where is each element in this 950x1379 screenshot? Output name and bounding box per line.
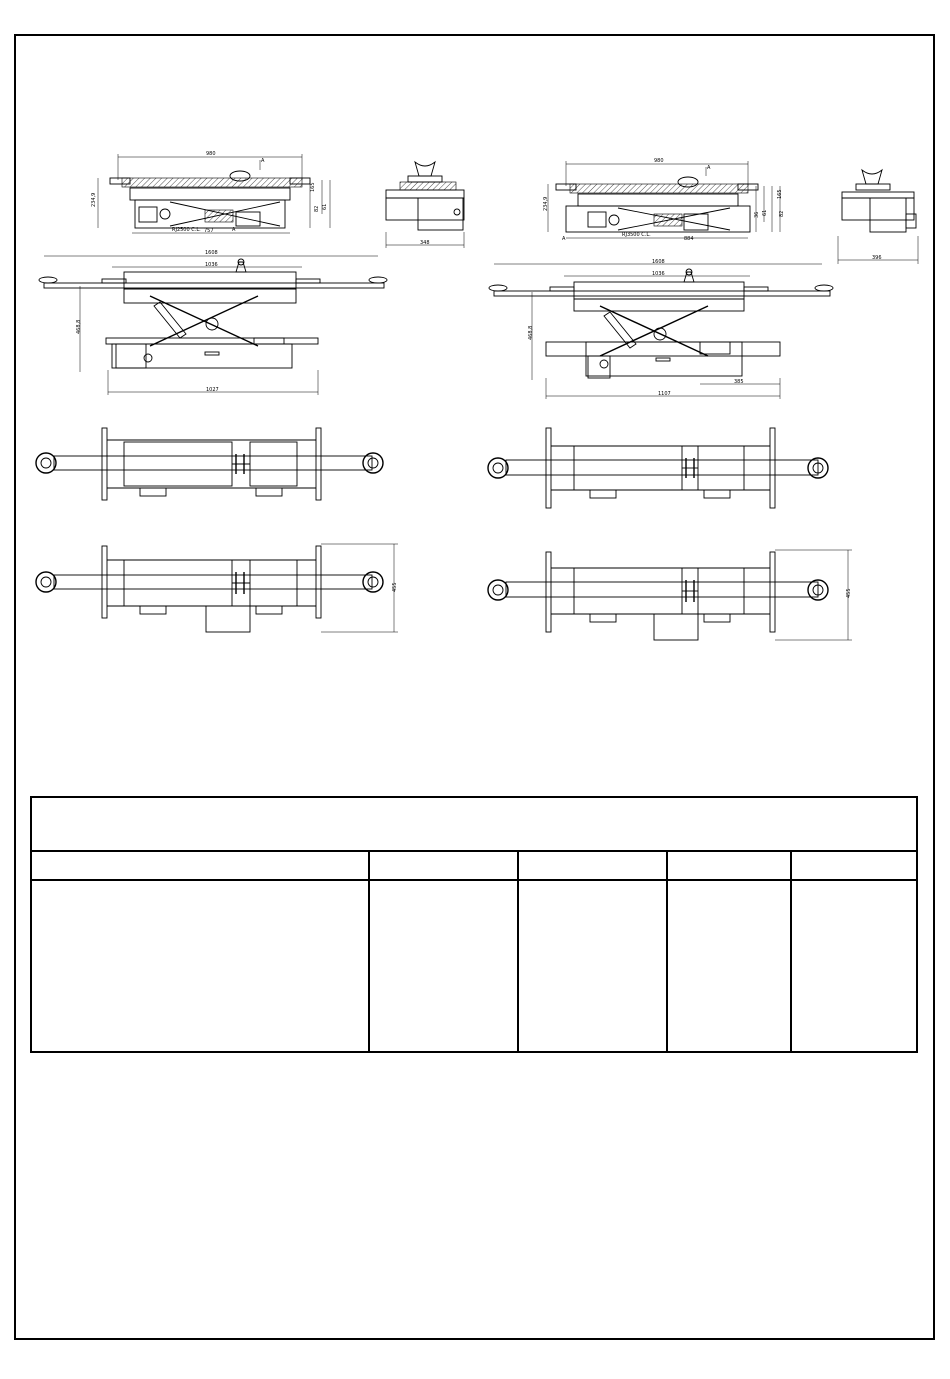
right-plan-depth: 455 (846, 588, 852, 598)
right-side-height-left: 234,9 (543, 196, 549, 211)
left-ext-overall-width: 1608 (205, 250, 218, 256)
spec-table (30, 796, 918, 1053)
left-end-width: 348 (420, 240, 430, 246)
right-side-top-width: 980 (654, 158, 664, 164)
right-side-marker-a: A (707, 165, 711, 171)
right-side-base-width: 884 (684, 236, 694, 242)
left-plan-view-1 (36, 428, 383, 500)
right-plan-view-1 (488, 428, 828, 508)
spec-header-cell-5 (791, 851, 917, 880)
left-extended-view (39, 250, 387, 395)
left-plan-depth: 455 (392, 582, 398, 592)
spec-header-cell-1 (31, 851, 369, 880)
left-side-height-left: 234,9 (91, 192, 97, 207)
right-side-height-r1: 165 (777, 189, 783, 199)
right-plan-view-2 (488, 550, 852, 640)
right-ext-base-width: 1107 (658, 391, 671, 397)
right-ext-lift-height: 468,8 (528, 325, 534, 340)
left-plan-view-2 (36, 544, 398, 632)
right-extended-view (489, 259, 833, 399)
right-side-view (543, 158, 785, 242)
spec-body-cell-2 (369, 880, 518, 1052)
left-side-base-width: 757 (204, 228, 214, 234)
spec-header-cell-2 (369, 851, 518, 880)
left-side-base-label: RJ2500 C.L. (172, 227, 201, 233)
spec-body-cell-1 (31, 880, 369, 1052)
right-ext-overall-width: 1608 (652, 259, 665, 265)
svg-text:A: A (261, 158, 265, 164)
left-side-height-r2: 82 (314, 205, 320, 212)
spec-body-cell-5 (791, 880, 917, 1052)
left-end-view (386, 162, 464, 248)
right-side-height-r4: 61 (762, 209, 768, 216)
left-side-height-r1: 165 (310, 182, 316, 192)
right-end-width: 396 (872, 255, 882, 261)
spec-header-cell-3 (518, 851, 667, 880)
left-side-top-width: 980 (206, 151, 216, 157)
left-side-view (91, 151, 330, 234)
right-side-marker-a2: A (562, 236, 566, 242)
svg-text:A: A (232, 227, 236, 233)
right-side-base-label: RJ3500 C.L. (622, 232, 651, 238)
spec-body-cell-4 (667, 880, 791, 1052)
left-ext-platform-width: 1036 (205, 262, 218, 268)
right-side-height-r3: 36 (754, 211, 760, 218)
spec-body-cell-3 (518, 880, 667, 1052)
spec-header-cell-4 (667, 851, 791, 880)
right-side-height-r2: 82 (779, 210, 785, 217)
right-ext-sub-width: 385 (734, 379, 744, 385)
left-ext-lift-height: 468,8 (76, 319, 82, 334)
right-end-view (838, 170, 918, 264)
left-side-height-r3: 61 (322, 203, 328, 210)
spec-table-title-cell (31, 797, 917, 851)
right-ext-platform-width: 1036 (652, 271, 665, 277)
left-ext-base-width: 1027 (206, 387, 219, 393)
